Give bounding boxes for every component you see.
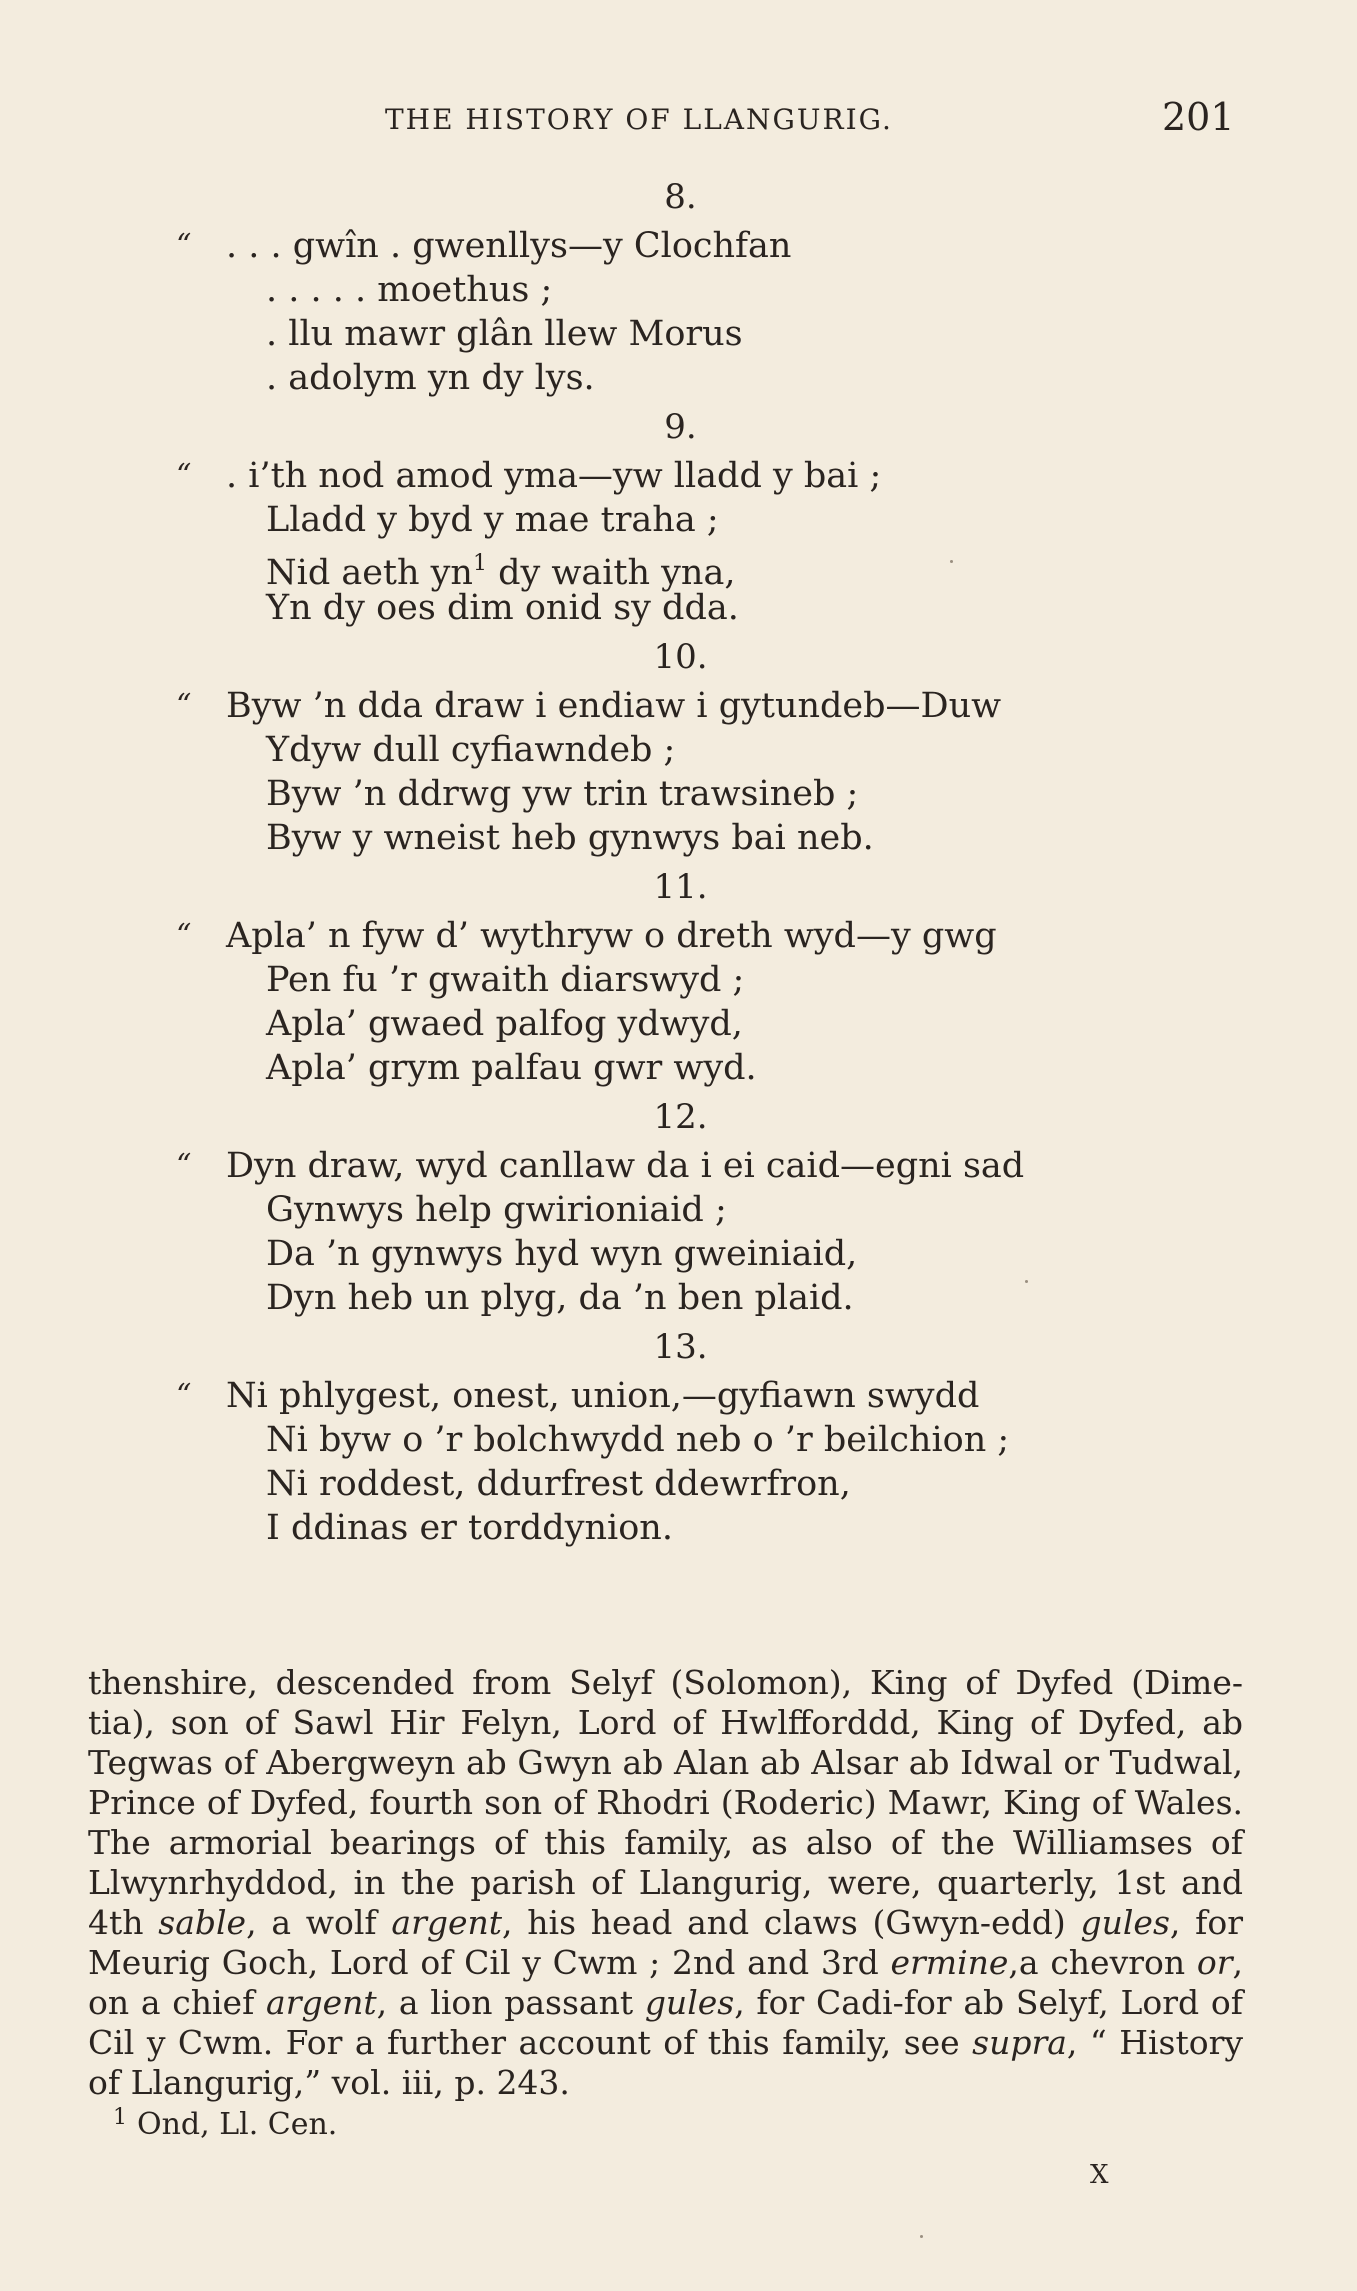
running-title: THE HISTORY OF LLANGURIG.: [385, 103, 893, 136]
prose-italic-term: argent: [266, 1983, 377, 2022]
footnote-text: Ond, Ll. Cen.: [137, 2107, 338, 2142]
opening-quote: “: [176, 918, 192, 953]
verse-text: [266, 1418, 1009, 1462]
stanza: [0, 1090, 1357, 1320]
prose-italic-term: supra: [972, 2023, 1067, 2062]
verse-line: [0, 1144, 1357, 1188]
verse-text: [266, 498, 719, 542]
stanza: [0, 1320, 1357, 1550]
verse-line: [0, 728, 1357, 772]
verse-line: [0, 772, 1357, 816]
verse-text: [266, 1506, 673, 1550]
prose-segment: , “ History of Llangurig,” vol. iii, p. 243.: [88, 2023, 1244, 2102]
stanza: [0, 860, 1357, 1090]
opening-quote: “: [176, 688, 192, 723]
prose-italic-term: gules: [644, 1983, 735, 2022]
verse-line: [0, 1232, 1357, 1276]
verse-text-main: Apla’ gwaed palfog ydwyd,: [266, 1004, 743, 1044]
verse-line: [0, 454, 1357, 498]
footnote-marker: 1: [113, 2105, 127, 2130]
prose-segment: thenshire, descended from Selyf (Solomon), King of Dyfed (Dime-tia), son of Sawl Hir Felyn, Lord of Hwlfforddd, King of Dyfed, ab Tegwas of Abergweyn ab Gwyn ab Alan ab Alsar ab Idwal or Tudwal, Prince of Dyfed, fourth son of Rhodri (Roderic) Mawr, King of Wales. The armorial bearings of this family, as also of the Williamses of Llwynrhyddod, in the parish of Llangurig, were, quarterly, 1st and 4th: [88, 1663, 1243, 1942]
verse-text-main: . i’th nod amod yma—yw lladd y bai ;: [226, 456, 882, 496]
verse-line: [0, 816, 1357, 860]
verse-line: [0, 498, 1357, 542]
verse-text-main: Apla’ grym palfau gwr wyd.: [266, 1048, 757, 1088]
prose-italic-term: gules: [1080, 1903, 1170, 1942]
verse-text: [266, 1276, 854, 1320]
paper-speck: [920, 2235, 923, 2238]
verse-text-main: Byw ’n dda draw i endiaw i gytundeb—Duw: [226, 686, 1002, 726]
opening-quote: “: [176, 1148, 192, 1183]
verse-line: [0, 1188, 1357, 1232]
verse-text-main: Yn dy oes dim onid sy dda.: [266, 588, 739, 628]
verse-line: [0, 586, 1357, 630]
verse-text: [226, 684, 1001, 728]
verse-line: [0, 684, 1357, 728]
paper-speck: [950, 560, 953, 563]
verse-line: [0, 1506, 1357, 1550]
prose-segment: , his head and claws (Gwyn-edd): [502, 1903, 1081, 1942]
verse-text: [266, 1002, 743, 1046]
prose-segment: , a lion passant: [376, 1983, 645, 2022]
verse-text-main: Dyn heb un plyg, da ’n ben plaid.: [266, 1278, 854, 1318]
verse-text: [266, 586, 739, 630]
verse-text: [226, 1144, 1024, 1188]
stanza-number: 11.: [653, 867, 708, 907]
verse-text: [266, 1188, 727, 1232]
signature-mark: X: [1090, 2160, 1110, 2190]
prose-italic-term: sable: [158, 1903, 247, 1942]
verse-text: [266, 1462, 851, 1506]
verse-text: [266, 312, 743, 356]
stanza-number: 8.: [664, 177, 697, 217]
verse-text: [226, 454, 881, 498]
verse-line: [0, 1462, 1357, 1506]
stanza-number: 12.: [653, 1097, 708, 1137]
verse-text-main: Nid aeth yn: [266, 553, 473, 593]
verse-line: [0, 1374, 1357, 1418]
prose-segment: , for Cadi-for ab Selyf, Lord of Cil y Cwm. For a further account of this family, see: [88, 1983, 1243, 2062]
stanza-number: 13.: [653, 1327, 708, 1367]
verse-text-main: . . . gwîn . gwenllys—y Clochfan: [226, 226, 792, 266]
opening-quote: “: [176, 458, 192, 493]
stanza-number: 10.: [653, 637, 708, 677]
prose-italic-term: or: [1196, 1943, 1233, 1982]
prose-segment: , a wolf: [246, 1903, 392, 1942]
stanza: [0, 400, 1357, 630]
verse-line: [0, 1002, 1357, 1046]
verse-line: [0, 1046, 1357, 1090]
verse-text-main: Dyn draw, wyd canllaw da i ei caid—egni sad: [226, 1146, 1025, 1186]
verse-text-main: Ni byw o ’r bolchwydd neb o ’r beilchion ;: [266, 1420, 1010, 1460]
prose-segment: , on a chief: [88, 1943, 1244, 2022]
verse-text: [226, 914, 997, 958]
opening-quote: “: [176, 228, 192, 263]
verse-text: [266, 816, 874, 860]
verse-line: [0, 914, 1357, 958]
verse-text: [226, 224, 791, 268]
verse-text-main: Ni roddest, ddurfrest ddewrfron,: [266, 1464, 851, 1504]
verse-text-main: Ydyw dull cyfiawndeb ;: [266, 730, 676, 770]
verse-line: [0, 268, 1357, 312]
verse-line: [0, 1418, 1357, 1462]
verse-text: [266, 268, 552, 312]
verse-text: [266, 1046, 757, 1090]
prose-text: [88, 1663, 1243, 2103]
verse-text: [266, 1232, 857, 1276]
prose-paragraph: [88, 1663, 1243, 2103]
prose-segment: , for Meurig Goch, Lord of Cil y Cwm ; 2nd and 3rd: [88, 1903, 1244, 1982]
verse-text-main: Ni phlygest, onest, union,—gyfiawn swydd: [226, 1376, 980, 1416]
verse-text: [266, 772, 858, 816]
page-number: 201: [1162, 95, 1235, 139]
verse-text-main: Gynwys help gwirioniaid ;: [266, 1190, 727, 1230]
verse-text-main: . adolym yn dy lys.: [266, 358, 595, 398]
verse-text-main: Da ’n gynwys hyd wyn gweiniaid,: [266, 1234, 858, 1274]
verse-text: [226, 1374, 979, 1418]
stanza: [0, 170, 1357, 400]
poem: [0, 170, 1357, 1550]
prose-italic-term: argent: [391, 1903, 503, 1942]
footnote: [113, 2105, 337, 2142]
prose-segment: ,a chevron: [1008, 1943, 1197, 1982]
verse-text-main: . llu mawr glân llew Morus: [266, 314, 743, 354]
verse-line: [0, 312, 1357, 356]
verse-text-continued: dy waith yna,: [486, 553, 736, 593]
running-header: [0, 95, 1357, 145]
verse-text: [266, 356, 595, 400]
verse-line: [0, 224, 1357, 268]
verse-text-main: Byw ’n ddrwg yw trin trawsineb ;: [266, 774, 859, 814]
verse-text-main: I ddinas er torddynion.: [266, 1508, 673, 1548]
verse-text-main: Apla’ n fyw d’ wythryw o dreth wyd—y gwg: [226, 916, 997, 956]
verse-line: [0, 356, 1357, 400]
paper-speck: [1025, 1280, 1028, 1283]
verse-text-main: . . . . . moethus ;: [266, 270, 553, 310]
verse-line: [0, 542, 1357, 593]
prose-italic-term: ermine: [890, 1943, 1009, 1982]
verse-text: [266, 958, 744, 1002]
verse-text-main: Byw y wneist heb gynwys bai neb.: [266, 818, 874, 858]
stanza-number: 9.: [664, 407, 697, 447]
verse-line: [0, 958, 1357, 1002]
verse-text: [266, 728, 675, 772]
opening-quote: “: [176, 1378, 192, 1413]
footnote-reference: 1: [472, 551, 487, 576]
verse-line: [0, 1276, 1357, 1320]
verse-text-main: Pen fu ’r gwaith diarswyd ;: [266, 960, 745, 1000]
verse-text-main: Lladd y byd y mae traha ;: [266, 500, 719, 540]
stanza: [0, 630, 1357, 860]
